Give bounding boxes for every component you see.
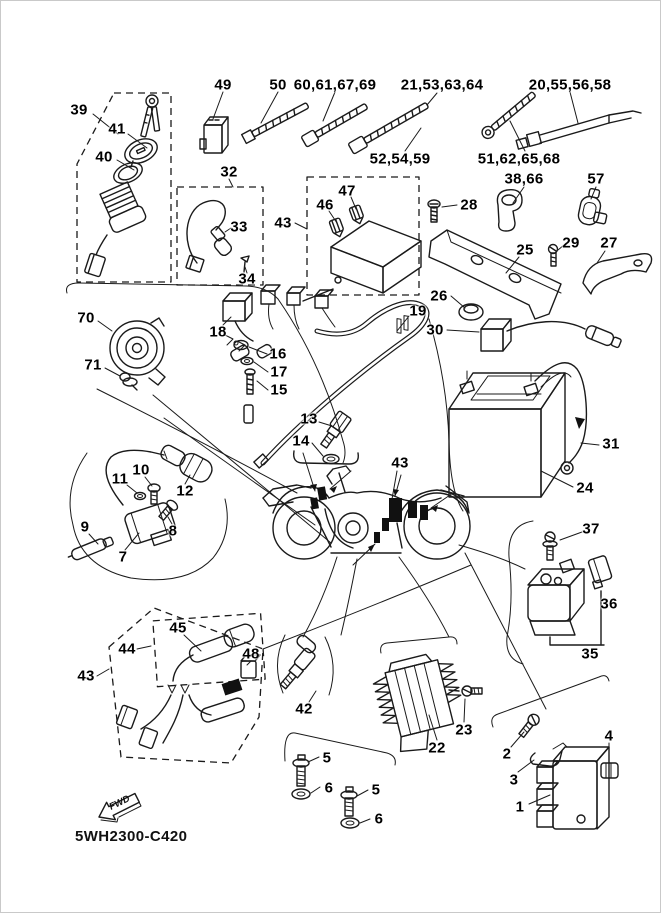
callout-9: 9 [80, 518, 90, 536]
harness-19-drawing [229, 285, 427, 468]
screw-34-drawing [241, 256, 249, 272]
callout-24: 24 [576, 479, 594, 497]
bracket-27-drawing [583, 254, 652, 294]
callout-19: 19 [409, 302, 427, 320]
group-lines [67, 283, 610, 765]
callout-49: 49 [214, 76, 232, 94]
callout-30: 30 [426, 321, 444, 339]
callout-43: 43 [274, 214, 292, 232]
connector-48-drawing [241, 655, 260, 678]
diagram-canvas [1, 1, 661, 913]
ecu-1-drawing [537, 747, 609, 829]
cable-tie-50-drawing [242, 101, 310, 144]
callout-12: 12 [176, 482, 194, 500]
battery-24-drawing [449, 371, 565, 497]
clip-47-drawing [349, 205, 365, 226]
callout-47: 47 [338, 182, 356, 200]
callout-16: 16 [269, 345, 287, 363]
sub-harness-44-drawing [109, 608, 265, 763]
callout-6: 6 [324, 779, 334, 797]
callout-38-66: 38,66 [504, 170, 544, 188]
cable-tie-60-drawing [301, 101, 369, 147]
part-code-label: 5WH2300-C420 [75, 828, 188, 845]
fuse-45-drawing [186, 622, 260, 664]
sensor-13-14-drawing [294, 411, 359, 464]
callout-37: 37 [582, 520, 600, 538]
callout-13: 13 [300, 410, 318, 428]
callout-4: 4 [604, 727, 614, 745]
connector-49-drawing [200, 117, 228, 153]
callout-14: 14 [292, 432, 310, 450]
callout-8: 8 [168, 522, 178, 540]
callout-17: 17 [270, 363, 288, 381]
fwd-arrow [99, 793, 141, 822]
callout-43: 43 [391, 454, 409, 472]
lead-wire-33-drawing [186, 201, 249, 273]
ignition-switch-drawing [84, 95, 161, 277]
callout-40: 40 [95, 148, 113, 166]
cdi-unit-drawing [303, 221, 421, 333]
callout-3: 3 [509, 771, 519, 789]
callout-44: 44 [118, 640, 136, 658]
callout-20-55-56-58: 20,55,56,58 [528, 76, 612, 94]
callout-6: 6 [374, 810, 384, 828]
callout-57: 57 [587, 170, 605, 188]
box-30-drawing [481, 319, 622, 351]
callout-21-53-63-64: 21,53,63,64 [400, 76, 484, 94]
cable-tie-51-drawing [480, 89, 538, 141]
callout-18: 18 [209, 323, 227, 341]
callout-35: 35 [581, 645, 599, 663]
callout-34: 34 [238, 270, 256, 288]
rectifier-22-drawing [370, 649, 472, 758]
callout-15: 15 [270, 381, 288, 399]
callout-52-54-59: 52,54,59 [369, 150, 431, 168]
ignition-coil-group-drawing [66, 440, 227, 580]
callout-7: 7 [118, 548, 128, 566]
callout-27: 27 [600, 234, 618, 252]
connector-36-drawing [586, 555, 614, 589]
callout-1: 1 [515, 798, 525, 816]
callout-29: 29 [562, 234, 580, 252]
callout-45: 45 [169, 619, 187, 637]
callout-41: 41 [108, 120, 126, 138]
screw-29-drawing [549, 245, 558, 267]
clamp-57-drawing [577, 187, 612, 228]
callout-23: 23 [455, 721, 473, 739]
cable-tie-20-drawing [516, 111, 641, 149]
callout-5: 5 [322, 749, 332, 767]
bolt-37-drawing [543, 532, 557, 560]
callout-22: 22 [428, 739, 446, 757]
callout-31: 31 [602, 435, 620, 453]
callout-36: 36 [600, 595, 618, 613]
callout-26: 26 [430, 287, 448, 305]
callout-43: 43 [77, 667, 95, 685]
screw-28-drawing [428, 200, 440, 222]
callout-46: 46 [316, 196, 334, 214]
cable-tie-52-drawing [348, 100, 430, 154]
spark-plug-42-drawing [268, 633, 333, 695]
bracket-25-drawing [429, 230, 561, 319]
callout-11: 11 [111, 470, 129, 488]
clip-3-drawing [530, 743, 567, 766]
callout-39: 39 [70, 101, 88, 119]
bolt-15-16-17-drawing [234, 341, 255, 424]
callout-70: 70 [77, 309, 95, 327]
callout-48: 48 [242, 645, 260, 663]
callout-50: 50 [269, 76, 287, 94]
callout-32: 32 [220, 163, 238, 181]
callout-60-61-67-69: 60,61,67,69 [293, 76, 377, 94]
callout-10: 10 [132, 461, 150, 479]
callout-42: 42 [295, 700, 313, 718]
dashed-box-43-cdi [307, 177, 419, 295]
callout-33: 33 [230, 218, 248, 236]
bolt-5-washer-6-drawing [292, 755, 359, 828]
callout-51-62-65-68: 51,62,65,68 [477, 150, 561, 168]
callout-25: 25 [516, 241, 534, 259]
clip-46-drawing [329, 218, 345, 239]
callout-5: 5 [371, 781, 381, 799]
callout-2: 2 [502, 745, 512, 763]
fwd-label: FWD [107, 793, 132, 813]
leader-lines [89, 92, 609, 823]
callout-71: 71 [84, 356, 102, 374]
screw-2-drawing [517, 712, 541, 739]
callout-28: 28 [460, 196, 478, 214]
